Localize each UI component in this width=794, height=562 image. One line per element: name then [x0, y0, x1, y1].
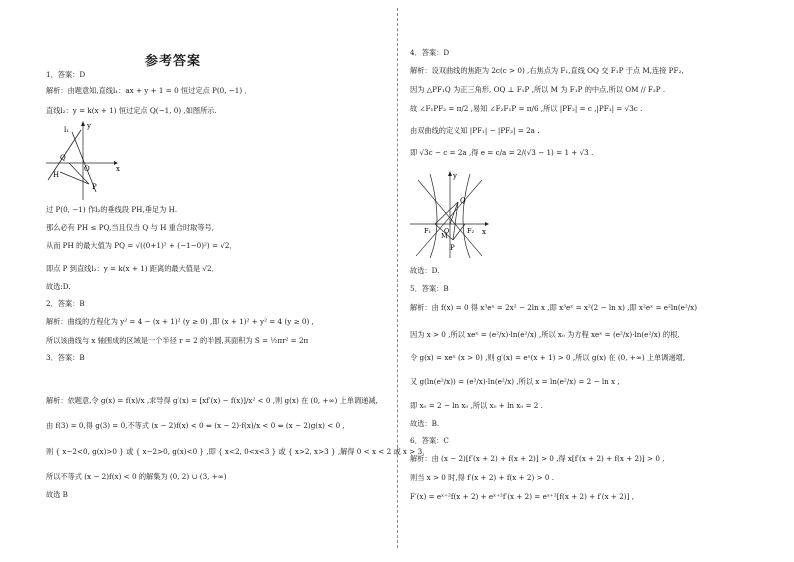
q4-answer: 故选：D. — [410, 266, 440, 275]
q6-line-2: 则当 x > 0 时,得 f′(x + 2) + f(x + 2) > 0 . — [410, 473, 555, 482]
q1-line-3: 过 P(0, −1) 作l₂的垂线段 PH,垂足为 H. — [46, 205, 178, 214]
q2-line-1: 解析：曲线的方程化为 y² = 4 − (x + 1)² (y ≥ 0) ,即 (x + 1)² + y² = 4 (y ≥ 0) , — [46, 317, 314, 326]
label-p: P — [92, 183, 97, 191]
label-y: y — [87, 122, 91, 130]
q4-line-5: 即 √3c − c = 2a ,得 e = c/a = 2/(√3 − 1) = 1 + √3 . — [410, 148, 594, 157]
label-o: O — [84, 165, 90, 173]
q1-line-4: 那么必有 PH ≤ PQ,当且仅当 Q 与 H 重合时取等号, — [46, 223, 215, 232]
label-l1: l₁ — [64, 126, 70, 134]
label-f1: F₁ — [424, 227, 432, 235]
q1-line-1: 解析：由题意知,直线l₁：ax + y + 1 = 0 恒过定点 P(0, −1) ． — [46, 86, 252, 95]
q6-line-1: 解析：由 (x − 2)[f′(x + 2) + f(x + 2)] > 0 ,得 x[f′(x + 2) + f(x + 2)] > 0 , — [410, 454, 665, 463]
label-y: y — [453, 172, 457, 180]
segment-ph — [60, 172, 89, 184]
q3-line-3: 则 { x−2<0, g(x)>0 } 或 { x−2>0, g(x)<0 } ,即 { x<2, 0<x<3 } 或 { x>2, x>3 } ,解得 0 < x < 2 或 x > 3． — [46, 447, 430, 456]
q4-line-2: 因为 △PF₁Q 为正三角形, OQ ⊥ F₁P ,所以 M 为 F₁P 的中点,所以 OM // F₂P . — [410, 85, 666, 94]
q4-heading: 4．答案：D — [410, 48, 450, 57]
q2-heading: 2．答案：B — [46, 299, 85, 308]
label-q: Q — [60, 154, 66, 162]
left-branch — [430, 174, 437, 258]
label-x: x — [116, 165, 120, 173]
x-arrow — [485, 222, 489, 226]
q2-line-2: 所以该曲线与 x 轴围成的区域是一个半径 r = 2 的半圆,其面积为 S = ½πr² = 2π — [46, 336, 309, 345]
label-m: M — [441, 232, 448, 240]
q4-line-4: 由双曲线的定义知 |PF₁| − |PF₂| = 2a . — [410, 126, 540, 135]
label-f2: F₂ — [467, 227, 475, 235]
y-arrow — [448, 171, 452, 176]
q5-line-5: 即 x₀ = 2 − ln x₀ ,所以 x₀ + ln x₀ = 2 . — [410, 401, 543, 410]
q3-line-1: 解析：依题意,令 g(x) = f(x)/x ,求导得 g′(x) = [xf′(x) − f(x)]/x² < 0 ,则 g(x) 在 (0, +∞) 上单调递减, — [46, 396, 378, 405]
q1-line-5: 从而 PH 的最大值为 PQ = √((0+1)² + (−1−0)²) = √2． — [46, 241, 237, 250]
label-p: P — [450, 244, 455, 252]
right-branch — [463, 174, 470, 258]
q1-answer: 故选:D. — [46, 282, 71, 291]
q5-line-4: 又 g(ln(e²/x)) = (e²/x)·ln(e²/x) ,所以 x = ln(e²/x) = 2 − ln x , — [410, 377, 620, 386]
q3-line-4: 所以不等式 (x − 2)f(x) < 0 的解集为 (0, 2) ∪ (3, +∞) — [46, 472, 227, 481]
column-divider — [397, 8, 398, 548]
q4-line-3: 故 ∠F₁PF₂ = π/2 ,易知 ∠F₂F₁P = π/6 ,所以 |PF₂| = c ,|PF₁| = √3c . — [410, 104, 643, 113]
q1-line-2: 直线l₂：y = k(x + 1) 恒过定点 Q(−1, 0) ,如图所示. — [46, 106, 217, 115]
q3-heading: 3．答案：B — [46, 353, 85, 362]
page-title: 参考答案 — [145, 54, 202, 69]
q5-answer: 故选：B. — [410, 419, 440, 428]
q6-heading: 6．答案：C — [410, 436, 449, 445]
q5-heading: 5．答案：B — [410, 284, 449, 293]
q3-answer: 故选 B — [46, 490, 68, 499]
label-o: O — [444, 227, 450, 235]
q6-line-3: F′(x) = eˣ⁺²f(x + 2) + eˣ⁺²f′(x + 2) = eˣ⁺²[f(x + 2) + f′(x + 2)] , — [410, 492, 634, 501]
y-arrow — [81, 121, 85, 126]
label-h: H — [53, 171, 60, 179]
figure-lines-diagram — [46, 120, 126, 200]
q5-line-3: 令 g(x) = xeˣ (x > 0) ,则 g′(x) = eˣ(x + 1) > 0 ,所以 g(x) 在 (0, +∞) 上单调递增, — [410, 353, 686, 362]
q5-line-2: 因为 x > 0 ,所以 xeˣ = (e²/x)·ln(e²/x) ,所以 x₀ 为方程 xeˣ = (e²/x)·ln(e²/x) 的根, — [410, 330, 680, 339]
q1-heading: 1．答案：D — [46, 70, 86, 79]
q1-line-6: 即点 P 到直线l₂：y = k(x + 1) 距离的最大值是 √2． — [46, 264, 219, 273]
figure-hyperbola-diagram — [410, 170, 490, 260]
q5-line-1: 解析：由 f(x) = 0 得 x³eˣ = 2x² − 2ln x ,即 x³eˣ = x²(2 − ln x) ,即 x²eˣ = e²ln(e²/x) — [410, 303, 698, 312]
q4-line-1: 解析：设双曲线的焦距为 2c(c > 0) ,右焦点为 F₁,直线 OQ 交 F₁P 于点 M,连接 PF₂, — [410, 66, 684, 75]
label-x: x — [482, 228, 486, 236]
label-q: Q — [460, 197, 466, 205]
q3-line-2: 由 f(3) = 0,得 g(3) = 0,不等式 (x − 2)f(x) < 0 ⇔ (x − 2)·f(x)/x < 0 ⇔ (x − 2)g(x) < 0 , — [46, 421, 345, 430]
